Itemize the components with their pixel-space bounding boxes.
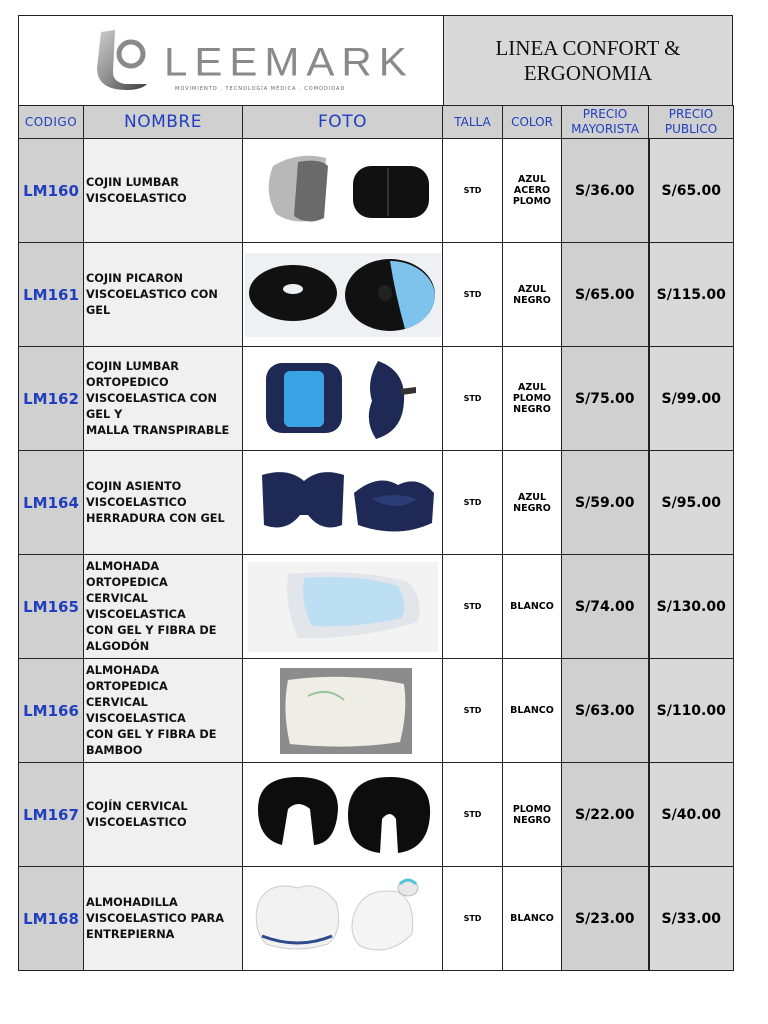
retail-price: S/110.00 [649,659,734,763]
brand-tagline: MOVIMIENTO . TECNOLOGÍA MÉDICA . COMODIDAD [175,86,346,92]
product-size: STD [443,139,503,243]
product-photo [243,555,443,659]
col-header-precio-mayorista-1: PRECIO [582,107,628,121]
retail-price: S/115.00 [649,243,734,347]
product-code: LM165 [19,555,84,659]
bamboo-pillow-photo [243,666,442,756]
product-code: LM167 [19,763,84,867]
wholesale-price: S/22.00 [562,763,649,867]
col-header-color: COLOR [503,106,562,139]
brand-area [19,16,444,105]
retail-price: S/130.00 [649,555,734,659]
table-row [19,347,734,451]
product-name-line: BAMBOO [86,743,143,757]
product-size: STD [443,763,503,867]
lumbar-cushion-photo [243,146,442,236]
product-colors [503,867,562,971]
color-option: PLOMO [512,803,552,815]
col-header-precio-mayorista-2: MAYORISTA [571,122,639,136]
product-colors [503,451,562,555]
product-name-line: HERRADURA CON GEL [86,511,225,525]
product-photo [243,451,443,555]
retail-price: S/65.00 [649,139,734,243]
line-title-1: LINEA CONFORT & [495,35,681,60]
product-name-line: VISCOELASTICO [86,815,187,829]
wholesale-price: S/74.00 [562,555,649,659]
col-header-precio-publico-1: PRECIO [668,107,714,121]
product-name-line: MALLA TRANSPIRABLE [86,423,230,437]
product-photo [243,347,443,451]
seat-cushion-photo [243,463,442,543]
product-name [84,243,243,347]
product-size: STD [443,555,503,659]
product-name [84,555,243,659]
product-size: STD [443,347,503,451]
product-colors [503,243,562,347]
col-header-talla: TALLA [443,106,503,139]
donut-cushion-photo [243,253,442,337]
color-option: ACERO [513,185,551,196]
color-option: BLANCO [510,913,554,924]
product-name-line: COJIN LUMBAR [86,175,179,189]
product-size: STD [443,867,503,971]
product-size: STD [443,659,503,763]
product-name-line: CON GEL Y FIBRA DE [86,727,217,741]
color-option: AZUL [517,174,546,185]
table-row [19,867,734,971]
color-option: PLOMO [512,196,552,207]
wholesale-price: S/59.00 [562,451,649,555]
table-row [19,451,734,555]
product-name-line: COJIN LUMBAR [86,359,179,373]
product-name-line: COJIN ASIENTO [86,479,182,493]
col-header-foto: FOTO [243,106,443,139]
neck-pillow-photo [243,769,442,861]
color-option: NEGRO [513,814,551,826]
color-option: NEGRO [513,404,551,415]
line-title-2: ERGONOMIA [523,60,653,85]
product-name-line: COJÍN CERVICAL [86,799,188,813]
product-name-line: COJIN PICARON [86,271,183,285]
product-name-line: ALGODÓN [86,639,150,653]
retail-price: S/40.00 [649,763,734,867]
retail-price: S/99.00 [649,347,734,451]
wholesale-price: S/75.00 [562,347,649,451]
product-colors [503,555,562,659]
product-name [84,659,243,763]
col-header-precio-publico-2: PUBLICO [664,122,718,136]
table-row [19,763,734,867]
product-colors [503,659,562,763]
col-header-codigo: CODIGO [19,106,84,139]
product-name-line: ALMOHADILLA [86,895,178,909]
product-name-line: VISCOELASTICO CON GEL [86,287,218,317]
product-code: LM166 [19,659,84,763]
table-row [19,139,734,243]
knee-pillow-photo [243,874,442,964]
product-code: LM168 [19,867,84,971]
line-title [444,16,732,105]
retail-price: S/95.00 [649,451,734,555]
wholesale-price: S/23.00 [562,867,649,971]
retail-price: S/33.00 [649,867,734,971]
product-photo [243,763,443,867]
table-header-row [19,106,734,139]
wholesale-price: S/36.00 [562,139,649,243]
price-table [18,105,734,971]
leemark-logo-icon [91,28,153,92]
wholesale-price: S/65.00 [562,243,649,347]
table-row [19,555,734,659]
header-bar [18,15,733,105]
color-option: NEGRO [513,294,551,306]
col-header-precio-mayorista [562,106,649,139]
color-option: PLOMO [512,393,552,404]
product-photo [243,867,443,971]
color-option: AZUL [517,283,546,295]
product-code: LM162 [19,347,84,451]
col-header-precio-publico [649,106,734,139]
product-name-line: CON GEL Y FIBRA DE [86,623,217,637]
color-option: AZUL [517,491,546,503]
col-header-nombre: NOMBRE [84,106,243,139]
product-name-line: VISCOELASTICO PARA [86,911,224,925]
product-name-line: ENTREPIERNA [86,927,175,941]
product-name-line: CERVICAL VISCOELASTICA [86,591,186,621]
product-colors [503,763,562,867]
color-option: AZUL [517,382,546,393]
product-name-line: VISCOELASTICA CON GEL Y [86,391,217,421]
product-colors [503,139,562,243]
wholesale-price: S/63.00 [562,659,649,763]
table-row [19,659,734,763]
product-name-line: VISCOELASTICO [86,495,187,509]
brand-name: LEEMARK [164,39,414,84]
product-code: LM160 [19,139,84,243]
product-name [84,139,243,243]
product-code: LM164 [19,451,84,555]
gel-lumbar-photo [243,351,442,447]
color-option: BLANCO [510,601,554,612]
product-name-line: CERVICAL VISCOELASTICA [86,695,186,725]
product-code: LM161 [19,243,84,347]
product-name-line: ALMOHADA ORTOPEDICA [86,559,168,589]
product-size: STD [443,243,503,347]
color-option: BLANCO [510,705,554,716]
product-name-line: VISCOELASTICO [86,191,187,205]
product-name-line: ALMOHADA ORTOPEDICA [86,663,168,693]
table-row [19,243,734,347]
product-photo [243,139,443,243]
product-name [84,763,243,867]
gel-pillow-photo [243,562,442,652]
price-list-sheet [18,15,733,971]
product-size: STD [443,451,503,555]
color-option: NEGRO [513,502,551,514]
product-name-line: ORTOPEDICO [86,375,169,389]
product-name [84,867,243,971]
product-name [84,451,243,555]
product-photo [243,659,443,763]
product-name [84,347,243,451]
product-photo [243,243,443,347]
product-colors [503,347,562,451]
